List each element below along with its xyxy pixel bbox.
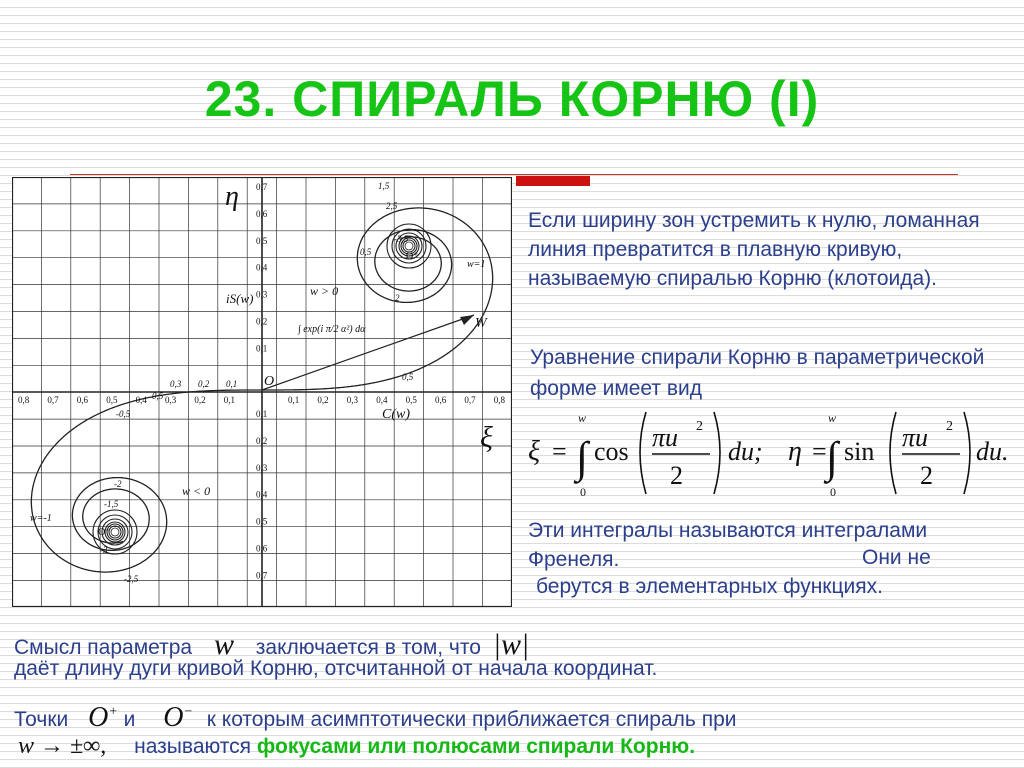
spiral-parameter-label: 2 — [395, 293, 400, 303]
spiral-parameter-label: -2,5 — [124, 574, 139, 584]
x-tick-label: 0,8 — [493, 395, 506, 405]
parameter-meaning-start: Смысл параметра — [14, 636, 193, 659]
y-tick-label: 0,3 — [256, 462, 268, 473]
w-point-label: W — [475, 316, 487, 331]
integral-lower-2: 0 — [830, 485, 836, 499]
paragraph-not-taken: Они не — [862, 546, 931, 569]
formula-sq-1: 2 — [696, 419, 703, 434]
integral-lower-1: 0 — [580, 485, 586, 499]
math-o-plus-sign: + — [108, 704, 118, 720]
formula-du-2: du. — [976, 437, 1009, 466]
cw-label: C(w) — [382, 407, 410, 422]
x-tick-label: 0,6 — [435, 395, 447, 405]
integral-sign-2: ∫ — [826, 433, 839, 482]
y-tick-label: 0,7 — [256, 570, 268, 581]
x-tick-label: 0,4 — [135, 395, 147, 405]
w-one-label: w=1 — [467, 259, 486, 270]
arc-length-line: даёт длину дуги кривой Корню, отсчитанной от начала координат. — [14, 657, 658, 680]
y-tick-label: 0,4 — [256, 489, 268, 500]
focus-called: называются — [134, 735, 252, 758]
integral-sign-1: ∫ — [576, 433, 589, 482]
x-tick-label: 0,5 — [405, 395, 417, 405]
focus-term: фокусами или полюсами спирали Корню. — [256, 735, 696, 758]
spiral-parameter-label: 0,5 — [402, 372, 414, 382]
points-asymptotic: к которым асимптотически приближается спираль при — [206, 708, 737, 731]
formula-sq-2: 2 — [946, 419, 953, 434]
slide-title: 23. СПИРАЛЬ КОРНЮ (I) — [204, 71, 820, 127]
x-tick-label: 0,3 — [165, 395, 177, 405]
spiral-parameter-label: -2 — [114, 479, 122, 489]
y-tick-label: 0,6 — [256, 208, 268, 219]
paragraph-fresnel-integrals: Эти интегралы называются интегралами Френеля. — [528, 519, 928, 571]
x-tick-label: 0,7 — [464, 395, 476, 405]
x-tick-label: 0,1 — [288, 395, 300, 405]
spiral-parameter-label: 0,1 — [226, 379, 238, 389]
x-tick-label: 0,7 — [47, 395, 59, 405]
formula-eq-1: = — [552, 437, 567, 466]
y-tick-label: 0,7 — [256, 182, 268, 192]
spiral-parameter-label: -3,5 — [394, 234, 409, 244]
y-tick-label: 0,3 — [256, 289, 268, 300]
formula-eq-2: = — [812, 437, 827, 466]
paren-right-1 — [714, 412, 720, 494]
x-tick-label: 0,3 — [346, 395, 359, 405]
math-abs-w: |w| — [492, 628, 530, 661]
formula-cos: cos — [594, 437, 629, 466]
spiral-parameter-label: -1,5 — [104, 499, 119, 509]
formula-sin: sin — [844, 437, 875, 466]
points-and: и — [123, 708, 136, 731]
isw-label: iS(w) — [226, 291, 254, 306]
points-line — [14, 702, 736, 734]
fresnel-formula-svg — [520, 404, 1020, 504]
y-tick-label: 0,6 — [256, 543, 268, 554]
spiral-parameter-label: 0,5 — [360, 247, 372, 257]
paren-left-2 — [890, 412, 896, 494]
spiral-parameter-label: 0,3 — [170, 379, 182, 389]
points-start: Точки — [14, 708, 69, 731]
xi-axis-label: ξ — [480, 421, 493, 454]
y-tick-label: 0,2 — [256, 435, 268, 446]
formula-eta: η — [788, 436, 802, 467]
x-tick-label: 0,2 — [194, 395, 206, 405]
formula-den-1: 2 — [670, 461, 683, 490]
w-vector-line — [262, 315, 474, 390]
math-o-minus: O− — [163, 702, 193, 733]
formula-den-2: 2 — [920, 461, 933, 490]
spiral-parameter-label: 0,2 — [198, 379, 210, 389]
w-positive-label: w > 0 — [310, 284, 339, 298]
o-plus-label: O⁺ — [406, 251, 419, 262]
integral-upper-1: w — [578, 411, 587, 425]
paren-left-1 — [640, 412, 646, 494]
paragraph-equation-intro: Уравнение спирали Корню в параметрической форме имеет вид — [530, 346, 985, 400]
x-tick-label: 0,4 — [376, 395, 388, 405]
math-w: w — [213, 628, 234, 661]
math-o-minus-sign: − — [183, 704, 193, 720]
focus-line — [14, 733, 695, 760]
w-minus-one-label: w=-1 — [30, 513, 52, 524]
y-tick-label: 0,5 — [256, 516, 268, 527]
paragraph-zones: Если ширину зон устремить к нулю, ломанная линия превратится в плавную кривую, называемую спиралью Корню (клотоида). — [528, 209, 980, 290]
y-tick-label: 0,2 — [256, 316, 268, 327]
y-tick-label: 0,4 — [256, 262, 268, 273]
origin-label: O — [264, 374, 275, 389]
spiral-parameter-label: 1,5 — [378, 181, 390, 191]
title-divider-accent — [516, 176, 590, 186]
integral-upper-2: w — [828, 411, 837, 425]
math-o-plus: O+ — [88, 702, 118, 733]
spiral-parameter-label: -3 — [100, 545, 108, 555]
formula-du-1: du; — [728, 437, 763, 466]
fresnel-formula — [520, 404, 1020, 504]
integral-annotation: ∫ exp(i π/2 α²) dα — [298, 324, 366, 335]
spiral-parameter-label: 0,5 — [152, 391, 164, 401]
title-divider — [70, 174, 958, 175]
formula-pi-u-2: πu — [902, 423, 929, 452]
paren-right-2 — [964, 412, 970, 494]
y-tick-label: 0,1 — [256, 409, 268, 419]
x-tick-label: 0,5 — [106, 395, 118, 405]
focus-center — [111, 528, 119, 536]
spiral-parameter-label: 2,5 — [386, 201, 398, 211]
spiral-parameter-label: -0,5 — [116, 409, 131, 419]
math-limit: w → ±∞, — [18, 733, 107, 759]
y-tick-label: 0,5 — [256, 235, 268, 246]
x-tick-label: 0,1 — [223, 395, 236, 405]
x-tick-label: 0,6 — [76, 395, 89, 405]
paragraph-elementary-functions: берутся в элементарных функциях. — [536, 575, 883, 598]
w-vector-arrowhead — [460, 315, 474, 325]
formula-pi-u-1: πu — [652, 423, 679, 452]
w-negative-label: w < 0 — [182, 484, 211, 498]
eta-axis-label: η — [225, 181, 239, 212]
formula-xi: ξ — [528, 436, 540, 467]
cornu-spiral-graph — [12, 177, 512, 607]
x-tick-label: 0,8 — [18, 395, 30, 405]
y-tick-label: 0,1 — [256, 343, 268, 354]
cornu-spiral-figure — [12, 177, 512, 607]
o-minus-label: O⁻ — [98, 527, 111, 538]
x-tick-label: 0,2 — [317, 395, 329, 405]
parameter-meaning-mid: заключается в том, что — [255, 636, 481, 659]
